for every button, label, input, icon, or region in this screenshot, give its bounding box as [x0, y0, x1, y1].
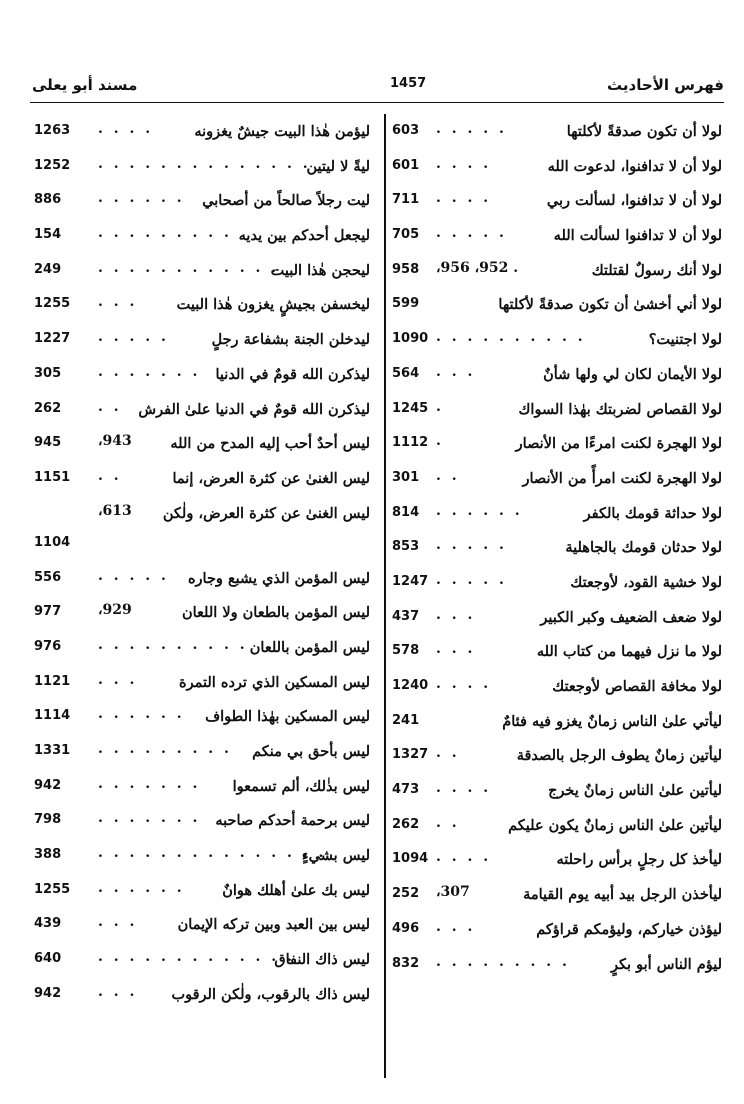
entry-ref: 798 — [34, 812, 62, 828]
entry-text: لولا الهجرة لكنت امرءًا من الأنصار — [515, 435, 722, 453]
entry-text: لولا الهجرة لكنت امرأً من الأنصار — [522, 469, 722, 487]
entry-ref: 578 — [392, 643, 420, 659]
entry-text: ليت رجلاً صالحاً من أصحابي — [202, 192, 370, 210]
entry-leader: . . . . . . — [98, 706, 185, 723]
entry-leader: . . . — [436, 918, 476, 935]
page-number: 1457 — [390, 76, 427, 91]
index-entry — [392, 464, 722, 499]
index-entry — [34, 772, 370, 807]
entry-leader: 613، — [98, 502, 132, 519]
entry-text: لولا القصاص لضربتك بهٰذا السواك — [518, 400, 722, 418]
entry-leader: . . . . . . . . . . . . . — [98, 949, 295, 966]
entry-text: لولا اجتنيت؟ — [648, 331, 722, 349]
entry-leader: . . . . . — [436, 121, 507, 137]
index-entry — [392, 499, 722, 534]
entry-text: لولا حداثة قومك بالكفر — [583, 504, 722, 522]
entry-ref: 1121 — [34, 673, 71, 689]
entry-leader: . . — [436, 814, 460, 831]
entry-ref: 1327 — [392, 747, 429, 763]
entry-ref: 958 — [392, 261, 420, 277]
entry-ref: 249 — [34, 261, 62, 277]
left-column — [34, 117, 370, 1015]
entry-ref: 1331 — [34, 743, 71, 758]
index-entry — [392, 256, 722, 291]
entry-ref: 262 — [392, 816, 420, 832]
index-entry — [34, 668, 370, 703]
entry-ref: 945 — [34, 435, 62, 451]
index-entry — [34, 464, 370, 499]
index-entry — [34, 980, 370, 1015]
entry-text: لولا أني أخشىٰ أن تكون صدقةً لأكلتها — [498, 296, 722, 314]
entry-ref: 711 — [392, 192, 420, 208]
entry-ref: 473 — [392, 782, 420, 798]
entry-text: ليذكرن الله قومٌ في الدنيا علىٰ الفرش — [138, 400, 370, 418]
entry-text: لولا أن لا تدافنوا لسألت الله — [553, 227, 722, 245]
entry-leader: 307، — [436, 884, 470, 901]
entry-leader: . . . . . . — [98, 879, 185, 896]
entry-ref: 640 — [34, 951, 62, 967]
entry-text: ليأتين زمانٌ يطوف الرجل بالصدقة — [516, 747, 722, 765]
entry-text: ليس المؤمن باللعان — [249, 638, 370, 656]
entry-ref: 262 — [34, 400, 62, 416]
entry-ref: 496 — [392, 920, 420, 936]
entry-ref: 1245 — [392, 400, 429, 416]
entry-text: ليس ذاك بالرقوب، ولٰكن الرقوب — [171, 985, 370, 1003]
entry-leader: . . . . — [436, 849, 492, 866]
entry-leader: . . . . . . — [98, 190, 185, 207]
entry-leader: . . . . . . . — [98, 775, 201, 792]
column-divider — [384, 114, 386, 1078]
entry-leader: . . . . . . . — [98, 363, 201, 380]
entry-leader: . . . . . . . . . . — [436, 329, 586, 346]
entry-text: ليحجن هٰذا البيت — [270, 261, 370, 279]
entry-leader: . . — [98, 467, 122, 484]
entry-leader: . . . . . . . . . . . . . . . — [98, 845, 327, 862]
index-entry — [34, 395, 370, 430]
entry-text: ليس المسكين بهٰذا الطواف — [205, 708, 370, 726]
entry-ref: 1114 — [34, 708, 71, 724]
entry-ref: 556 — [34, 569, 62, 585]
entry-ref: 1263 — [34, 123, 71, 138]
entry-leader: . . . . . — [98, 567, 169, 584]
index-entry — [392, 880, 722, 915]
index-entry — [34, 945, 370, 980]
entry-text: لولا ما نزل فيهما من كتاب الله — [536, 643, 722, 661]
index-entry — [392, 603, 722, 638]
index-entry — [34, 256, 370, 291]
index-entry — [34, 702, 370, 737]
entry-text: لولا حدثان قومك بالجاهلية — [565, 539, 722, 557]
entry-text: ليس المؤمن الذي يشبع وجاره — [187, 569, 370, 587]
entry-leader: . . . . — [98, 121, 154, 137]
entry-leader: . . . — [98, 671, 138, 688]
index-entry — [392, 533, 722, 568]
entry-text: ليأتي علىٰ الناس زمانٌ يغزو فيه فئامٌ — [502, 712, 722, 730]
entry-text: ليس المؤمن بالطعان ولا اللعان — [181, 604, 370, 622]
index-entry — [34, 360, 370, 395]
index-entry — [34, 325, 370, 360]
index-entry — [392, 152, 722, 187]
entry-leader: . . . — [98, 983, 138, 1000]
index-entry — [392, 186, 722, 221]
index-entry — [34, 564, 370, 599]
entry-text: ليجعل أحدكم بين يديه — [238, 227, 370, 245]
entry-text: ليس بك علىٰ أهلك هوانٌ — [222, 881, 370, 899]
entry-leader: . . . . . . . . . . . . . . — [98, 155, 311, 172]
entry-leader: . . . . . . . . . . — [98, 636, 248, 653]
index-entry — [392, 360, 722, 395]
entry-text: ليس بذٰلك، ألم تسمعوا — [232, 777, 370, 795]
entry-leader: . . . . . . . . . — [436, 953, 570, 970]
entry-text: ليس المسكين الذي ترده التمرة — [179, 673, 370, 691]
entry-ref: 154 — [34, 227, 62, 243]
index-entry — [392, 325, 722, 360]
entry-leader: . . — [436, 745, 460, 762]
entry-ref: 301 — [392, 469, 420, 485]
index-entry — [34, 221, 370, 256]
entry-text: ليس الغنىٰ عن كثرة العرض، إنما — [172, 469, 370, 487]
index-entry — [392, 637, 722, 672]
index-entry — [392, 845, 722, 880]
entry-ref: 388 — [34, 847, 62, 863]
entry-text: ليس بين العبد وبين تركه الإيمان — [177, 916, 370, 934]
entry-leader: . . . — [98, 914, 138, 931]
entry-ref-continued: 1104 — [34, 534, 71, 550]
entry-ref: 832 — [392, 955, 420, 971]
entry-ref: 252 — [392, 886, 420, 902]
entry-text: ليذكرن الله قومٌ في الدنيا — [215, 365, 370, 383]
entry-leader: . . . . . . . . . — [98, 225, 232, 242]
entry-leader: . . . . . — [436, 537, 507, 554]
index-entry — [392, 672, 722, 707]
entry-text: ليؤم الناس أبو بكرٍ — [611, 955, 722, 973]
index-entry — [392, 811, 722, 846]
index-entry — [34, 633, 370, 668]
entry-ref: 853 — [392, 539, 420, 555]
entry-leader: 943، — [98, 433, 132, 450]
entry-text: ليةً لا ليتين — [306, 157, 370, 175]
entry-text: ليأتين علىٰ الناس زمانٌ يكون عليكم — [508, 816, 722, 834]
entry-ref: 1247 — [392, 573, 429, 589]
index-title: فهرس الأحاديث — [607, 76, 724, 94]
entry-ref: 305 — [34, 365, 62, 381]
index-entry — [392, 950, 722, 985]
entry-ref: 241 — [392, 712, 420, 728]
entry-ref: 942 — [34, 777, 62, 793]
entry-text: ليؤمن هٰذا البيت جيشٌ يغزونه — [194, 123, 370, 140]
entry-text: ليس أحدٌ أحب إليه المدح من الله — [170, 435, 370, 453]
entry-ref: 1255 — [34, 296, 71, 312]
index-entry — [392, 741, 722, 776]
index-entry — [34, 737, 370, 772]
right-column — [392, 117, 722, 984]
entry-text: ليس بشيءٍ — [301, 847, 370, 865]
entry-leader: . . . . . . — [436, 502, 523, 519]
page-header — [30, 72, 724, 103]
entry-text: لولا أنك رسولٌ لقتلتك — [591, 261, 722, 279]
index-entry — [34, 910, 370, 945]
entry-leader: 929، — [98, 602, 132, 619]
index-entry — [34, 186, 370, 221]
entry-leader: . . — [98, 398, 122, 415]
entry-leader: . — [436, 398, 444, 415]
index-entry — [34, 290, 370, 325]
entry-text: ليس برحمة أحدكم صاحبه — [215, 812, 370, 830]
entry-leader: . — [436, 433, 444, 450]
entry-ref: 599 — [392, 296, 420, 312]
entry-leader: . . . — [436, 606, 476, 623]
index-entry — [392, 117, 722, 152]
entry-ref: 601 — [392, 157, 420, 173]
entry-ref: 977 — [34, 604, 62, 620]
entry-text: ليس الغنىٰ عن كثرة العرض، ولٰكن — [162, 504, 370, 522]
index-entry — [392, 395, 722, 430]
index-entry — [34, 499, 370, 564]
entry-ref: 437 — [392, 608, 420, 624]
entry-text: ليؤذن خياركم، وليؤمكم قراؤكم — [536, 920, 722, 938]
index-entry — [34, 152, 370, 187]
entry-ref: 1112 — [392, 435, 429, 451]
entry-ref: 976 — [34, 638, 62, 654]
entry-ref: 942 — [34, 985, 62, 1001]
entry-ref: 1252 — [34, 157, 71, 173]
entry-leader: . . . . . — [98, 329, 169, 346]
entry-text: لولا أن لا تدافنوا، لسألت ربي — [546, 192, 722, 210]
index-entry — [392, 915, 722, 950]
index-entry — [392, 221, 722, 256]
entry-text: لولا مخافة القصاص لأوجعتك — [552, 678, 722, 695]
entry-leader: . . . — [436, 641, 476, 658]
entry-leader: . . . . — [436, 676, 492, 692]
index-entry — [34, 841, 370, 876]
index-entry — [34, 117, 370, 152]
entry-leader: . . . — [98, 294, 138, 311]
entry-leader: . . . . . . . . . . . . — [98, 259, 280, 276]
entry-text: لولا خشية القود، لأوجعتك — [570, 573, 722, 591]
entry-leader: . . . . . . . — [98, 810, 201, 827]
entry-ref: 814 — [392, 504, 420, 520]
entry-ref: 1090 — [392, 331, 429, 347]
entry-text: ليأتين علىٰ الناس زمانٌ يخرج — [548, 782, 722, 800]
entry-ref: 564 — [392, 365, 420, 381]
index-entry — [34, 876, 370, 911]
entry-text: ليخسفن بجيشٍ يغزون هٰذا البيت — [176, 296, 370, 314]
index-entry — [34, 806, 370, 841]
entry-text: ليس ذاك النفاق — [274, 951, 370, 969]
entry-leader: . . . . — [436, 190, 492, 207]
entry-ref: 603 — [392, 123, 420, 138]
entry-text: لولا ضعف الضعيف وكبر الكبير — [540, 608, 722, 626]
index-entry — [34, 598, 370, 633]
index-entry — [392, 776, 722, 811]
entry-ref: 1151 — [34, 469, 71, 485]
index-entry — [392, 568, 722, 603]
entry-ref: 1240 — [392, 678, 429, 693]
entry-text: ليأخذ كل رجلٍ برأس راحلته — [556, 851, 722, 869]
entry-text: ليس بأحق بي منكم — [252, 743, 370, 760]
index-entry — [392, 290, 722, 325]
entry-leader: . . . . . — [436, 571, 507, 588]
entry-text: ليدخلن الجنة بشفاعة رجلٍ — [211, 331, 370, 349]
entry-leader: . . . . . — [436, 225, 507, 242]
index-entry — [392, 707, 722, 742]
entry-ref: 886 — [34, 192, 62, 208]
entry-leader: . 952، 956، — [436, 259, 519, 276]
entry-text: ليأخذن الرجل بيد أبيه يوم القيامة — [523, 886, 722, 904]
entry-ref: 705 — [392, 227, 420, 243]
entry-leader: . . . . — [436, 780, 492, 797]
entry-text: لولا الأيمان لكان لي ولها شأنٌ — [543, 365, 722, 383]
entry-leader: . . . . . . . . . — [98, 741, 232, 757]
entry-leader: . . . . — [436, 155, 492, 172]
entry-leader: . . — [436, 467, 460, 484]
entry-text: لولا أن تكون صدقةً لأكلتها — [566, 123, 722, 140]
entry-ref: 1227 — [34, 331, 71, 347]
entry-leader: . . . — [436, 363, 476, 380]
entry-text: لولا أن لا تدافنوا، لدعوت الله — [547, 157, 722, 175]
entry-ref: 1094 — [392, 851, 429, 867]
index-entry — [392, 429, 722, 464]
book-title: مسند أبو يعلى — [32, 76, 138, 94]
entry-ref: 439 — [34, 916, 62, 932]
entry-ref: 1255 — [34, 881, 71, 897]
index-entry — [34, 429, 370, 464]
